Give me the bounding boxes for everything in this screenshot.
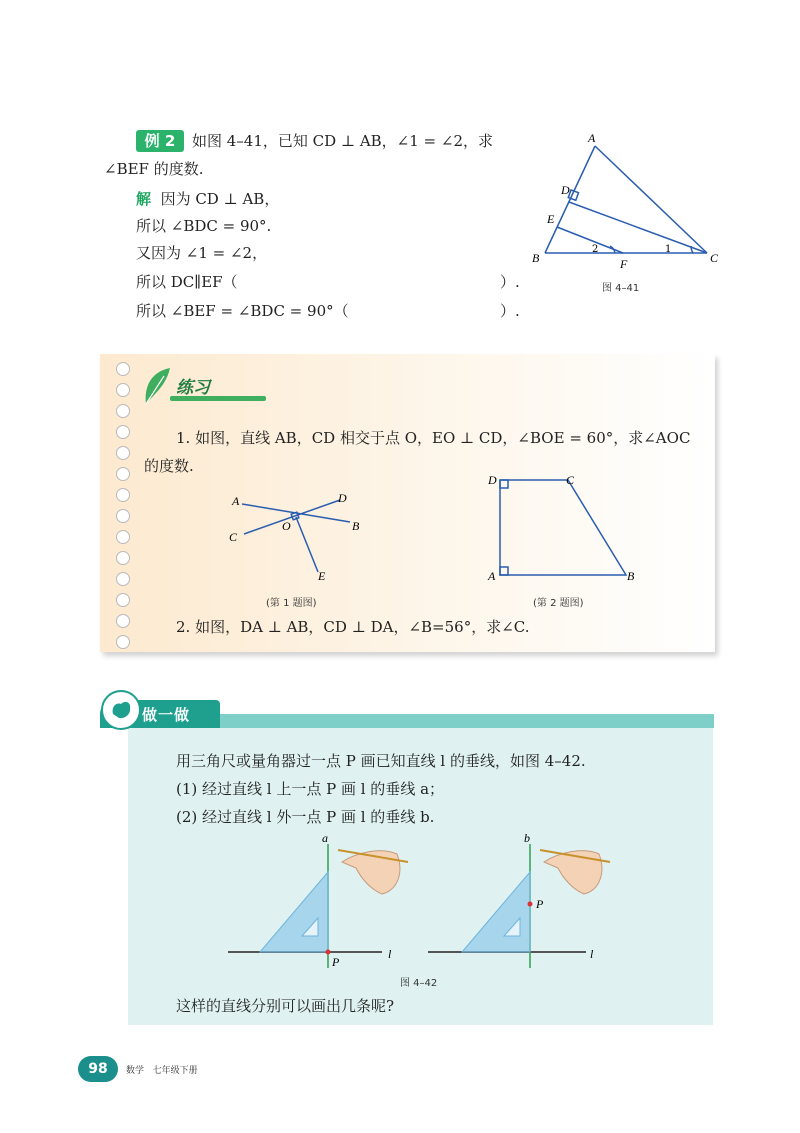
hand-icon (101, 690, 141, 730)
solution-step-4-close: ）. (500, 273, 520, 291)
fig2-label-A: A (488, 569, 496, 583)
doit-intro: 用三角尺或量角器过一点 P 画已知直线 l 的垂线，如图 4–42. (176, 752, 586, 770)
fig41-label-D: D (561, 183, 570, 197)
solution-step-3: 又因为 ∠1 = ∠2， (136, 244, 268, 262)
fig2-label-B: B (627, 569, 635, 583)
binder-ring (116, 530, 130, 544)
practice-q1-line2: 的度数. (144, 457, 194, 475)
step1-text: 因为 CD ⊥ AB， (160, 190, 280, 208)
fig41-label-A: A (588, 131, 596, 145)
label-l-left: l (388, 947, 392, 961)
solution-step-5: 所以 ∠BEF = ∠BDC = 90°（ (136, 302, 349, 320)
binder-ring (116, 509, 130, 523)
fig41-label-C: C (710, 251, 719, 265)
doit-question: 这样的直线分别可以画出几条呢? (176, 997, 395, 1015)
practice-figure-2 (482, 470, 642, 585)
page-number: 98 (78, 1056, 118, 1082)
footer-grade: 七年级下册 (152, 1066, 198, 1076)
fig41-label-E: E (547, 212, 555, 226)
fig41-angle-1: 1 (665, 244, 672, 255)
binder-ring (116, 446, 130, 460)
figure-4-42-left (222, 832, 432, 972)
feather-icon (140, 366, 174, 406)
footer-book-title (126, 1063, 198, 1076)
binder-ring (116, 551, 130, 565)
doit-title: 做一做 (142, 706, 191, 724)
figure-4-41 (525, 128, 725, 273)
example-badge: 例 2 (136, 130, 184, 152)
binder-ring (116, 404, 130, 418)
binder-ring (116, 572, 130, 586)
label-a: a (322, 832, 328, 845)
figure-4-42-caption: 图 4–42 (400, 978, 438, 989)
solution-step-4: 所以 DC∥EF（ (136, 273, 238, 291)
fig1-label-C: C (229, 530, 238, 544)
figure-4-41-caption: 图 4–41 (602, 283, 640, 294)
binder-ring (116, 362, 130, 376)
binder-ring (116, 614, 130, 628)
fig41-angle-2: 2 (592, 244, 599, 255)
practice-title: 练习 (176, 378, 210, 398)
fig1-label-A: A (232, 494, 240, 508)
label-P-right: P (536, 897, 544, 911)
fig41-label-F: F (620, 257, 628, 271)
practice-q2: 2. 如图，DA ⊥ AB，CD ⊥ DA，∠B=56°，求∠C. (176, 618, 530, 636)
label-b: b (524, 832, 530, 845)
fig1-label-B: B (352, 519, 360, 533)
binder-ring (116, 383, 130, 397)
doit-item-1: (1) 经过直线 l 上一点 P 画 l 的垂线 a； (176, 780, 445, 798)
doit-item-2: (2) 经过直线 l 外一点 P 画 l 的垂线 b. (176, 808, 435, 826)
fig2-label-D: D (488, 473, 497, 487)
practice-figure-2-caption: (第 2 题图) (533, 598, 584, 609)
binder-ring (116, 425, 130, 439)
label-l-right: l (590, 947, 594, 961)
fig1-label-O: O (282, 519, 291, 533)
practice-figure-1 (222, 486, 372, 586)
binder-ring (116, 635, 130, 649)
fig1-label-E: E (318, 569, 326, 583)
fig41-label-B: B (532, 251, 540, 265)
fig2-label-C: C (566, 473, 575, 487)
practice-q1-line1: 1. 如图，直线 AB，CD 相交于点 O，EO ⊥ CD，∠BOE = 60°，求∠AOC (176, 429, 691, 447)
fig1-label-D: D (338, 491, 347, 505)
solution-step-5-close: ）. (500, 302, 520, 320)
solution-label: 解 (136, 190, 152, 208)
binder-ring (116, 467, 130, 481)
binder-ring (116, 488, 130, 502)
practice-figure-1-caption: (第 1 题图) (266, 598, 317, 609)
solution-step-2: 所以 ∠BDC = 90°. (136, 217, 272, 235)
solution-step-1 (136, 189, 279, 209)
example-statement-line2: ∠BEF 的度数. (104, 160, 204, 178)
example-statement-line1: 如图 4–41，已知 CD ⊥ AB，∠1 = ∠2，求 (192, 132, 493, 150)
label-P-left: P (332, 955, 340, 969)
binder-ring (116, 593, 130, 607)
figure-4-42-right (426, 832, 626, 972)
footer-book: 数学 (126, 1066, 145, 1076)
